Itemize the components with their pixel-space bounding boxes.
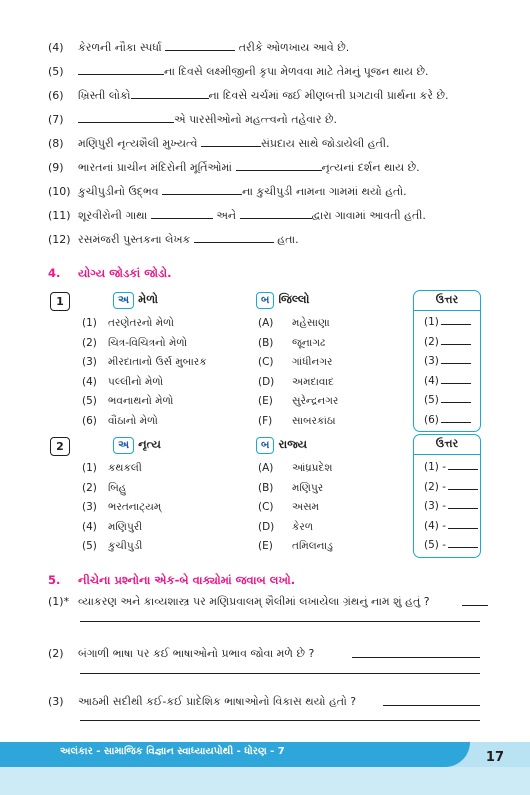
- answer-blank[interactable]: [162, 185, 242, 195]
- question-text: રસમંજરી પુસ્તકના લેખક: [78, 233, 191, 246]
- item-text: વૌઠાનો મેળો: [108, 414, 158, 427]
- short-question-3: [48, 694, 488, 709]
- answer-label: (2) -: [424, 480, 446, 493]
- question-number: (7): [48, 113, 64, 126]
- answer-slot[interactable]: [424, 394, 471, 406]
- question-number: (2): [48, 647, 64, 660]
- answer-blank[interactable]: [201, 137, 261, 147]
- question-text: ના કુચીપુડી નામના ગામમાં થયો હતો.: [242, 185, 407, 198]
- question-text: શૂરવીરોની ગાથા: [78, 209, 148, 222]
- item-letter: (C): [258, 356, 274, 368]
- question-text: બંગાળી ભાષા પર કઈ ભાષાઓનો પ્રભાવ જોવા મળે છે ?: [78, 647, 315, 660]
- column-title: રાજ્ય: [278, 437, 308, 451]
- match-left-item: [82, 414, 158, 428]
- answer-slot[interactable]: [424, 539, 478, 551]
- fill-question-8: [48, 136, 508, 152]
- item-text: તરણેતરનો મેળો: [108, 317, 174, 329]
- item-number: (1): [82, 317, 97, 329]
- match-right-item: [258, 394, 338, 408]
- section-title: યોગ્ય જોડકાં જોડો.: [78, 266, 172, 280]
- answer-label: (1) -: [424, 461, 446, 473]
- column-tag: અ: [113, 437, 134, 454]
- question-number: (4): [48, 41, 64, 54]
- item-number: (2): [82, 481, 97, 494]
- fill-question-9: [48, 160, 508, 176]
- question-text: ખ્રિસ્તી લોકો: [78, 89, 131, 102]
- item-letter: (A): [258, 317, 274, 329]
- answer-label: (2): [424, 335, 439, 348]
- question-text: તરીકે ઓળખાય આવે છે.: [238, 41, 350, 54]
- match-right-item: [258, 355, 332, 369]
- question-number: (1)*: [48, 595, 70, 608]
- column-tag: બ: [256, 437, 274, 454]
- answer-slot[interactable]: [424, 355, 471, 367]
- match-left-item: [82, 375, 163, 389]
- answer-slot[interactable]: [424, 461, 478, 473]
- match-left-item: [82, 394, 173, 408]
- question-number: (5): [48, 65, 64, 78]
- item-text: સુરેન્દ્રનગર: [292, 395, 339, 407]
- answer-box-title: ઉત્તર: [414, 291, 480, 311]
- answer-line[interactable]: [80, 720, 480, 721]
- section-5-heading: [48, 573, 295, 588]
- question-number: (3): [48, 695, 64, 708]
- answer-blank[interactable]: [441, 414, 471, 423]
- item-text: મહેસાણા: [292, 317, 330, 329]
- match-left-item: [82, 481, 126, 495]
- fill-question-12: [48, 232, 508, 248]
- question-text: નૃત્યનાં દર્શન થાય છે.: [321, 161, 420, 174]
- page-footer: [0, 742, 530, 795]
- item-letter: (C): [258, 501, 274, 513]
- answer-line[interactable]: [383, 705, 480, 706]
- answer-slot[interactable]: [424, 414, 471, 426]
- fill-question-6: [48, 88, 508, 104]
- match-left-item: [82, 520, 142, 534]
- column-title: જિલ્લો: [278, 292, 310, 306]
- column-title: નૃત્ય: [138, 437, 161, 451]
- answer-label: (5): [424, 394, 439, 406]
- question-text: કેરળની નૌકા સ્પર્ધા: [78, 41, 162, 54]
- answer-line[interactable]: [462, 605, 488, 606]
- answer-blank[interactable]: [441, 375, 471, 384]
- answer-blank[interactable]: [236, 161, 322, 171]
- section-number: 5.: [48, 573, 61, 587]
- item-text: મીરદાતાનો ઉર્સ મુબારક: [108, 356, 207, 368]
- question-number: (9): [48, 161, 64, 174]
- item-letter: (D): [258, 375, 275, 388]
- item-text: કથકલી: [108, 462, 142, 474]
- question-number: (12): [48, 233, 71, 246]
- match-right-item: [258, 481, 323, 495]
- item-text: ભરતનાટ્યમ્: [108, 501, 162, 513]
- match-left-item: [82, 316, 174, 330]
- match-left-item: [82, 500, 161, 514]
- item-number: (6): [82, 414, 97, 427]
- item-number: (2): [82, 336, 97, 349]
- short-question-2: [48, 646, 488, 661]
- answer-blank[interactable]: [448, 539, 478, 548]
- match-right-item: [258, 316, 330, 330]
- answer-blank[interactable]: [448, 481, 478, 490]
- question-text: દ્વારા ગાવામાં આવતી હતી.: [311, 209, 426, 222]
- fill-question-5: [48, 64, 508, 80]
- item-number: (3): [82, 356, 97, 368]
- question-text: વ્યાકરણ અને કાવ્યશાસ્ત્ર પર મણિપ્રવાલમ્ શૈલીમાં લખાયેલા ગ્રંથનું નામ શું હતું ?: [78, 595, 430, 608]
- column-title: મેળો: [138, 292, 159, 306]
- section-title: નીચેના પ્રશ્નોના એક-બે વાક્યોમાં જવાબ લખો.: [78, 573, 296, 587]
- match-right-item: [258, 414, 336, 428]
- item-text: મણિપુર: [292, 481, 324, 494]
- question-number: (10): [48, 185, 71, 198]
- question-text: ના દિવસે લક્ષ્મીજીની કૃપા મેળવવા માટે તેમનું પૂજન થાય છે.: [164, 65, 429, 78]
- fill-question-7: [48, 112, 508, 128]
- match-left-item: [82, 336, 187, 350]
- question-number: (11): [48, 209, 71, 222]
- answer-blank[interactable]: [448, 461, 478, 470]
- match-right-item: [258, 336, 325, 350]
- item-letter: (B): [258, 481, 274, 494]
- item-text: તમિલનાડુ: [292, 540, 333, 552]
- match-right-item: [258, 375, 334, 389]
- answer-slot[interactable]: [424, 316, 471, 328]
- answer-blank[interactable]: [78, 113, 174, 123]
- match-1-number: 1: [50, 292, 70, 311]
- answer-blank[interactable]: [131, 89, 209, 99]
- column-tag: અ: [113, 292, 134, 309]
- footer-lower-band: [0, 767, 530, 795]
- answer-label: (1): [424, 316, 439, 328]
- item-text: કેરળ: [292, 520, 314, 533]
- answer-blank[interactable]: [78, 65, 164, 75]
- question-text: હતા.: [277, 233, 299, 246]
- answer-line[interactable]: [352, 657, 480, 658]
- answer-blank[interactable]: [441, 316, 471, 325]
- answer-slot[interactable]: [424, 520, 478, 532]
- question-text: અને: [216, 209, 237, 222]
- item-letter: (D): [258, 520, 275, 533]
- fill-question-4: [48, 40, 508, 56]
- match-1-col-a-head: [113, 292, 158, 309]
- item-number: (4): [82, 375, 97, 388]
- item-letter: (A): [258, 462, 274, 474]
- question-number: (6): [48, 89, 64, 102]
- answer-slot[interactable]: [424, 375, 471, 387]
- answer-label: (5) -: [424, 539, 446, 551]
- fill-question-10: [48, 184, 508, 200]
- match-left-item: [82, 539, 142, 553]
- answer-line[interactable]: [80, 673, 480, 674]
- item-number: (5): [82, 395, 97, 407]
- answer-box-title: ઉત્તર: [414, 435, 480, 455]
- match-right-item: [258, 539, 333, 553]
- question-text: ભારતનાં પ્રાચીન મંદિરોની મૂર્તિઓમાં: [78, 161, 233, 174]
- match-2-col-a-head: [113, 437, 161, 454]
- question-text: કુચીપુડીનો ઉદ્ભવ: [78, 185, 159, 198]
- item-number: (3): [82, 501, 97, 513]
- item-text: બિહુ: [108, 481, 127, 494]
- fill-question-11: [48, 208, 508, 224]
- question-text: મણિપુરી નૃત્યશૈલી મુખ્યત્વે: [78, 137, 198, 150]
- item-letter: (E): [258, 540, 273, 552]
- question-text: આઠમી સદીથી કઈ-કઈ પ્રાદેશિક ભાષાઓનો વિકાસ થયો હતો ?: [78, 695, 357, 708]
- match-left-item: [82, 355, 207, 369]
- item-number: (1): [82, 462, 97, 474]
- item-text: ચિત્ર-વિચિત્રનો મેળો: [108, 336, 188, 349]
- answer-label: (3) -: [424, 500, 446, 512]
- item-text: મણિપુરી: [108, 520, 143, 533]
- item-text: પલ્લીનો મેળો: [108, 375, 164, 388]
- item-text: જૂનાગઢ: [292, 336, 326, 349]
- item-letter: (B): [258, 336, 274, 349]
- answer-slot[interactable]: [424, 500, 478, 512]
- match-left-item: [82, 461, 142, 475]
- question-text: ના દિવસે ચર્ચમાં જઈ મીણબત્તી પ્રગટાવી પ્રાર્થના કરે છે.: [208, 89, 449, 102]
- section-4-heading: [48, 266, 172, 281]
- item-text: ભવનાથનો મેળો: [108, 395, 174, 407]
- answer-blank[interactable]: [194, 233, 274, 243]
- answer-slot[interactable]: [424, 481, 478, 493]
- column-tag: બ: [256, 292, 274, 309]
- answer-blank[interactable]: [448, 500, 478, 509]
- answer-blank[interactable]: [448, 520, 478, 529]
- footer-book-title: અલંકાર - સામાજિક વિજ્ઞાન સ્વાધ્યાયપોથી - ધોરણ - 7: [60, 746, 285, 757]
- match-2-number: 2: [50, 437, 70, 456]
- match-right-item: [258, 461, 332, 475]
- item-letter: (F): [258, 414, 273, 427]
- item-number: (5): [82, 540, 97, 552]
- item-text: અસમ: [292, 501, 319, 513]
- match-right-item: [258, 520, 313, 534]
- short-question-1: [48, 594, 488, 609]
- match-1-col-b-head: [256, 292, 309, 309]
- item-text: સાબરકાંઠા: [292, 414, 336, 427]
- answer-blank[interactable]: [165, 41, 235, 51]
- item-text: આંધ્રપ્રદેશ: [292, 462, 333, 474]
- item-number: (4): [82, 520, 97, 533]
- answer-line[interactable]: [80, 621, 480, 622]
- question-text: સંપ્રદાય સાથે જોડાયેલી હતી.: [260, 137, 390, 150]
- item-text: અમદાવાદ: [292, 375, 334, 388]
- question-text: એ પારસીઓનો મહત્ત્વનો તહેવાર છે.: [174, 113, 338, 126]
- answer-label: (4) -: [424, 519, 446, 532]
- answer-label: (4): [424, 374, 439, 387]
- answer-blank[interactable]: [151, 209, 213, 219]
- item-text: ગાંધીનગર: [292, 356, 333, 368]
- answer-blank[interactable]: [441, 336, 471, 345]
- question-number: (8): [48, 137, 64, 150]
- answer-blank[interactable]: [441, 394, 471, 403]
- match-right-item: [258, 500, 319, 514]
- answer-slot[interactable]: [424, 336, 471, 348]
- answer-label: (6): [424, 413, 439, 426]
- section-number: 4.: [48, 266, 61, 280]
- answer-blank[interactable]: [441, 355, 471, 364]
- item-text: કુચીપુડી: [108, 540, 143, 552]
- match-2-col-b-head: [256, 437, 307, 454]
- answer-label: (3): [424, 355, 439, 367]
- page-number: 17: [485, 750, 504, 765]
- item-letter: (E): [258, 395, 273, 407]
- answer-blank[interactable]: [240, 209, 312, 219]
